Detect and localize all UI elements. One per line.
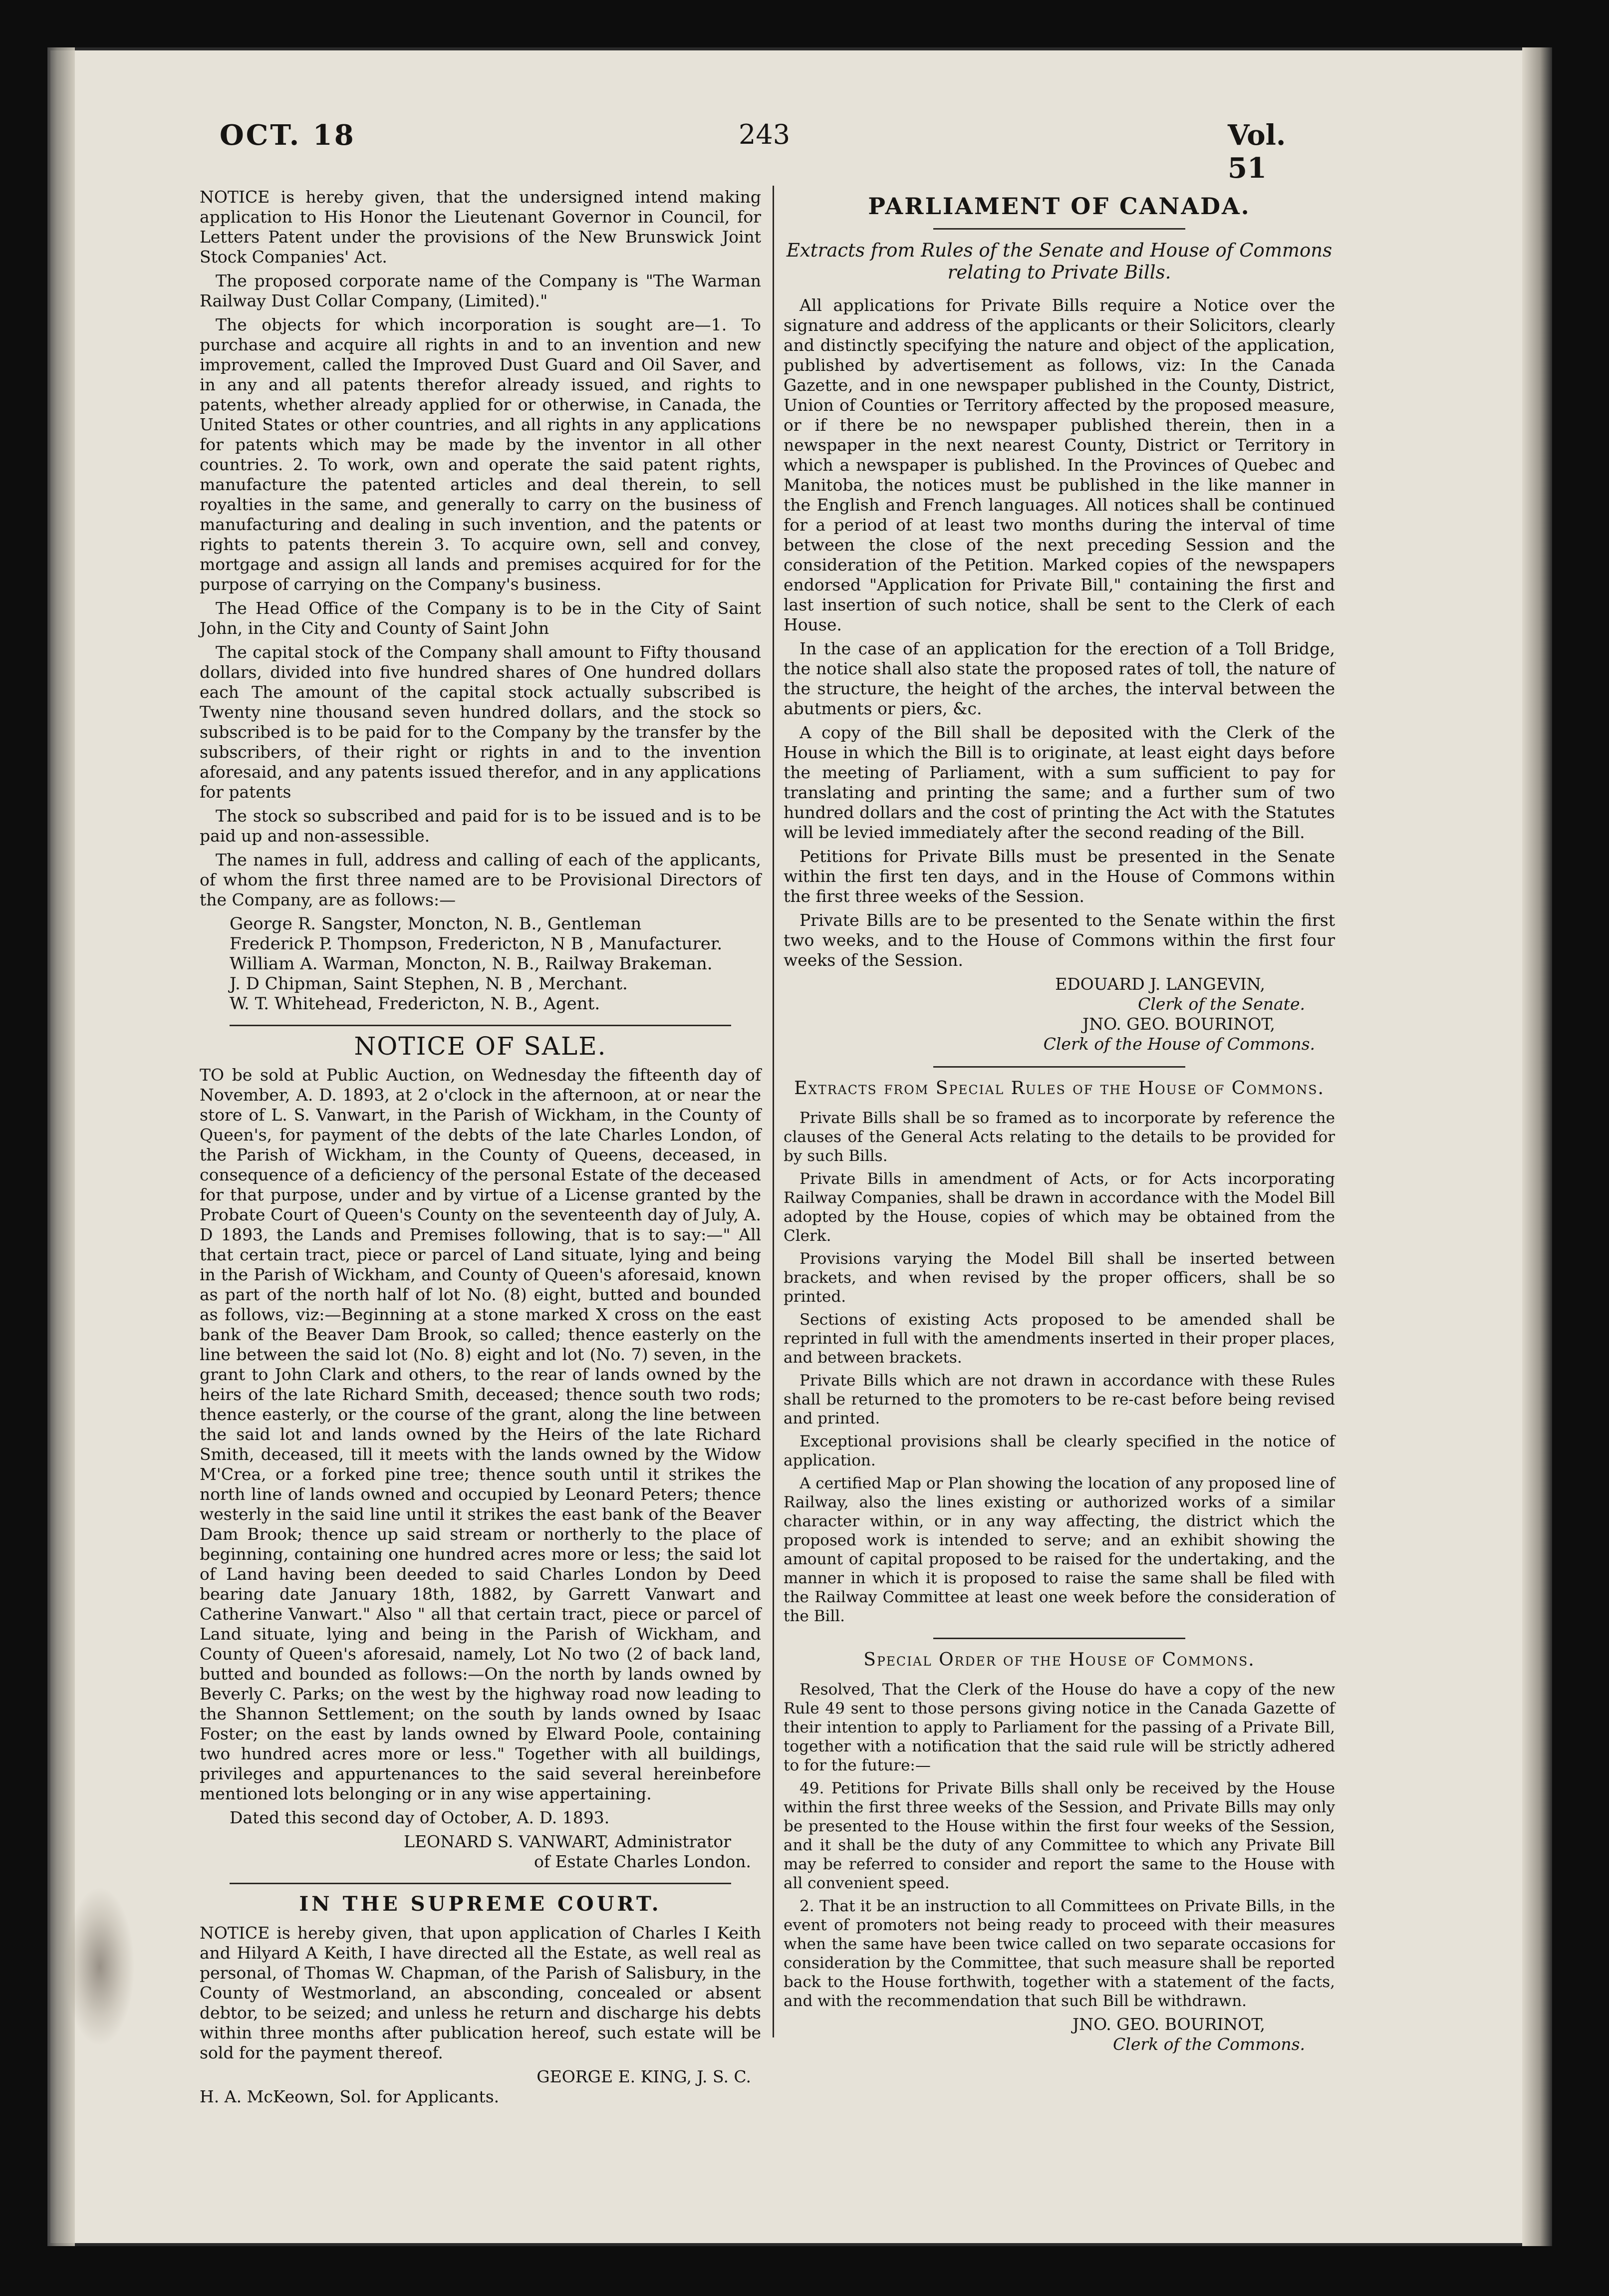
section-rule: [230, 1025, 731, 1026]
special-rule: Provisions varying the Model Bill shall be inserted between brackets, and when revised by the proper officers, shall be so printed.: [784, 1250, 1335, 1306]
commons-clerk-name: JNO. GEO. BOURINOT,: [1082, 1014, 1275, 1034]
notice-paragraph: The proposed corporate name of the Company is "The Warman Railway Dust Collar Company, (Limited).": [200, 271, 761, 310]
special-order-paragraph: 2. That it be an instruction to all Committees on Private Bills, in the event of promoters not being ready to proceed with their measures when the same have been twice called on two separate occasions for consideration by the Committee, that such measure shall be reported back to the House forthwith, together with a statement of the facts, and with the recommendation that such Bill be withdrawn.: [784, 1897, 1335, 2010]
section-rule: [230, 1883, 731, 1884]
special-rule: A certified Map or Plan showing the location of any proposed line of Railway, also the lines existing or authorized works of a similar character within, or in any way affecting, the district which the proposed work is intended to serve; and an exhibit showing the amount of capital proposed to be raised for the undertaking, and the manner in which it is proposed to raise the same shall be filed with the Railway Committee at least one week before the consideration of the Bill.: [784, 1474, 1335, 1625]
notice-paragraph: The objects for which incorporation is sought are—1. To purchase and acquire all rights in and to an invention and new improvement, called the Improved Dust Guard and Oil Saver, and in any and all patents therefor already issued, and rights to patents, whether already applied for or otherwise, in Canada, the United States or other countries, and all rights in any applications for patents which may be made by the inventor in all other countries. 2. To work, own and operate the said patent rights, manufacture the patented articles and deal therein, to sell royalties in the same, and generally to carry on the business of manufacturing and dealing in such invention, and the patents or rights to patents therein 3. To acquire own, sell and convey, mortgage and assign all lands and premises acquired for for the purpose of carrying on the Company's business.: [200, 315, 761, 594]
commons-clerk-name-2: JNO. GEO. BOURINOT,: [1073, 2014, 1265, 2034]
notice-of-sale-title: NOTICE OF SALE.: [354, 1032, 607, 1061]
incorporation-notice: [200, 187, 761, 1014]
director-entry: Frederick P. Thompson, Fredericton, N B , Manufacturer.: [230, 934, 723, 954]
right-column: [784, 187, 1335, 2054]
senate-clerk-name: EDOUARD J. LANGEVIN,: [1055, 974, 1265, 994]
senate-clerk-title: Clerk of the Senate.: [1137, 994, 1305, 1014]
administrator-signature: LEONARD S. VANWART, Administrator: [404, 1832, 731, 1851]
director-entry: W. T. Whitehead, Fredericton, N. B., Agent.: [230, 994, 600, 1014]
supreme-court-title: IN THE SUPREME COURT.: [299, 1892, 662, 1916]
special-order-paragraph: 49. Petitions for Private Bills shall only be received by the House within the first three weeks of the Session, and Private Bills may only be presented to the House within the first four weeks of the Session, and it shall be the duty of any Committee to which any Private Bill may be referred to consider and report the same to the House with all convenient speed.: [784, 1779, 1335, 1892]
commons-clerk-title-2: Clerk of the Commons.: [1113, 2034, 1305, 2054]
special-rule: Private Bills which are not drawn in accordance with these Rules shall be returned to the promoters to be re-cast before being revised and printed.: [784, 1372, 1335, 1428]
director-entry: J. D Chipman, Saint Stephen, N. B , Merchant.: [230, 974, 628, 994]
director-entry: William A. Warman, Moncton, N. B., Railway Brakeman.: [230, 954, 713, 974]
column-divider: [773, 186, 774, 2037]
sale-dated: Dated this second day of October, A. D. 1893.: [230, 1808, 610, 1827]
supreme-court-notice: [200, 1894, 761, 2107]
special-rule: Exceptional provisions shall be clearly specified in the notice of application.: [784, 1433, 1335, 1469]
special-rule: Private Bills shall be so framed as to incorporate by reference the clauses of the General Acts relating to the details to be provided for by such Bills.: [784, 1109, 1335, 1165]
page-edge-strip: [1522, 47, 1552, 2246]
rule-paragraph: A copy of the Bill shall be deposited with the Clerk of the House in which the Bill is to originate, at least eight days before the meeting of Parliament, with a sum sufficient to pay for translating and printing the same; and a further sum of two hundred dollars and the cost of printing the Act with the Statutes will be levied immediately after the second reading of the Bill.: [784, 723, 1335, 842]
rule-paragraph: All applications for Private Bills require a Notice over the signature and address of the applicants or their Solicitors, clearly and distinctly specifying the nature and object of the application, published by advertisement as follows, viz: In the Canada Gazette, and in one newspaper published in the County, District, Union of Counties or Territory affected by the proposed measure, or if there be no newspaper published therein, then in a newspaper in the next nearest County, District or Territory in which a newspaper is published. In the Provinces of Quebec and Manitoba, the notices must be published in the like manner in the English and French languages. All notices shall be continued for a period of at least two months during the interval of time between the close of the next preceding Session and the consideration of the Petition. Marked copies of the newspapers endorsed "Application for Private Bill," containing the first and last insertion of such notice, shall be sent to the Clerk of each House.: [784, 295, 1335, 634]
administrator-estate: of Estate Charles London.: [534, 1852, 751, 1871]
page-stain: [65, 1887, 135, 2046]
notice-paragraph: The names in full, address and calling of each of the applicants, of whom the first three named are to be Provisional Directors of the Company, are as follows:—: [200, 850, 761, 909]
special-rule: Sections of existing Acts proposed to be amended shall be reprinted in full with the amendments inserted in their proper places, and between brackets.: [784, 1311, 1335, 1367]
section-rule: [933, 1638, 1185, 1639]
director-entry: George R. Sangster, Moncton, N. B., Gentleman: [230, 914, 642, 934]
special-rule: Private Bills in amendment of Acts, or for Acts incorporating Railway Companies, shall be drawn in accordance with the Model Bill adopted by the House, copies of which may be obtained from the Clerk.: [784, 1170, 1335, 1245]
volume-number: Vol. 51: [1228, 119, 1286, 185]
judge-signature: GEORGE E. KING, J. S. C.: [536, 2067, 751, 2086]
notice-paragraph: The Head Office of the Company is to be in the City of Saint John, in the City and County of Saint John: [200, 598, 761, 638]
notice-paragraph: The capital stock of the Company shall amount to Fifty thousand dollars, divided into five hundred shares of One hundred dollars each The amount of the capital stock actually subscribed is Twenty nine thousand seven hundred dollars, and the stock so subscribed is to be paid for to the Company by the transfer by the subscribers, of their right or rights in and to the invention aforesaid, and any patents issued therefor, and in any applications for patents: [200, 642, 761, 802]
notice-paragraph: NOTICE is hereby given, that the undersigned intend making application to His Honor the Lieutenant Governor in Council, for Letters Patent under the provisions of the New Brunswick Joint Stock Companies' Act.: [200, 187, 761, 267]
section-rule: [933, 1066, 1185, 1068]
parliament-title: PARLIAMENT OF CANADA.: [868, 193, 1251, 220]
special-order-list: [784, 1680, 1335, 2010]
parliament-subtitle: Extracts from Rules of the Senate and House of Commons relating to Private Bills.: [786, 240, 1333, 283]
rule-paragraph: In the case of an application for the erection of a Toll Bridge, the notice shall also state the proposed rates of toll, the nature of the structure, the height of the arches, the interval between the abutments or piers, &c.: [784, 639, 1335, 718]
title-rule: [933, 228, 1185, 230]
rule-paragraph: Private Bills are to be presented to the Senate within the first two weeks, and to the House of Commons within the first four weeks of the Session.: [784, 910, 1335, 970]
header-date: OCT. 18: [220, 119, 356, 152]
solicitor-line: H. A. McKeown, Sol. for Applicants.: [200, 2087, 500, 2106]
notice-of-sale: [200, 1032, 761, 1872]
supreme-court-body: NOTICE is hereby given, that upon application of Charles I Keith and Hilyard A Keith, I have directed all the Estate, as well real as personal, of Thomas W. Chapman, of the Parish of Salisbury, in the County of Westmorland, an absconding, concealed or absent debtor, to be seized; and unless he return and discharge his debts within three months after publication hereof, such estate will be sold for the payment thereof.: [200, 1923, 761, 2062]
commons-clerk-title: Clerk of the House of Commons.: [1043, 1034, 1315, 1054]
sale-body: TO be sold at Public Auction, on Wednesday the fifteenth day of November, A. D. 1893, at 2 o'clock in the afternoon, at or near the store of L. S. Vanwart, in the Parish of Wickham, in the County of Queen's, for payment of the debts of the late Charles London, of the Parish of Wickham, in the County of Queens, deceased, in consequence of a deficiency of the personal Estate of the deceased for that purpose, under and by virtue of a License granted by the Probate Court of Queen's County on the seventeenth day of July, A. D 1893, the Lands and Premises following, that is to say:—" All that certain tract, piece or parcel of Land situate, lying and being in the Parish of Wickham, and County of Queen's aforesaid, known as part of the north half of lot No. (8) eight, butted and bounded as follows, viz:—Beginning at a stone marked X cross on the east bank of the Beaver Dam Brook, so called; thence easterly on the line between the said lot (No. 8) eight and lot (No. 7) seven, in the grant to John Clark and others, to the rear of lands owned by the heirs of the late Richard Smith, deceased; thence south two rods; thence easterly, or the course of the grant, along the line between the said lot and lands owned by the Heirs of the late Richard Smith, deceased, till it meets with the lands owned by the Widow M'Crea, or a forked pine tree; thence south until it strikes the north line of lands owned and occupied by Leonard Peters; thence westerly in the said line until it strikes the east bank of the Beaver Dam Brook; thence up said stream or northerly to the place of beginning, containing one hundred acres more or less; the said lot of Land having been deeded to said Charles London by Deed bearing date January 18th, 1882, by Garrett Vanwart and Catherine Vanwart." Also " all that certain tract, piece or parcel of Land situate, lying and being in the Parish of Wickham, and County of Queen's aforesaid, namely, Lot No two (2 of back land, butted and bounded as follows:—On the north by lands owned by Beverly C. Parks; on the west by the highway road now leading to the Shannon Settlement; on the south by lands owned by Isaac Foster; on the east by lands owned by Elward Poole, containing two hundred acres more or less." Together with all buildings, privileges and appurtenances to the said several hereinbefore mentioned lots belonging or in any wise appertaining.: [200, 1065, 761, 1803]
special-rules-title: Extracts from Special Rules of the House of Commons.: [794, 1078, 1325, 1099]
page-header: [220, 119, 1318, 185]
special-order-title: Special Order of the House of Commons.: [863, 1650, 1255, 1670]
page-number: 243: [739, 119, 791, 150]
left-column: [200, 187, 761, 2107]
notice-paragraph: The stock so subscribed and paid for is to be issued and is to be paid up and non-assessible.: [200, 806, 761, 846]
rule-paragraph: Petitions for Private Bills must be presented in the Senate within the first ten days, and in the House of Commons within the first three weeks of the Session.: [784, 847, 1335, 906]
special-rules-list: [784, 1109, 1335, 1626]
special-order-paragraph: Resolved, That the Clerk of the House do have a copy of the new Rule 49 sent to those persons giving notice in the Canada Gazette of their intention to apply to Parliament for the passing of a Private Bill, together with a notification that the said rule will be strictly adhered to for the future:—: [784, 1681, 1335, 1774]
